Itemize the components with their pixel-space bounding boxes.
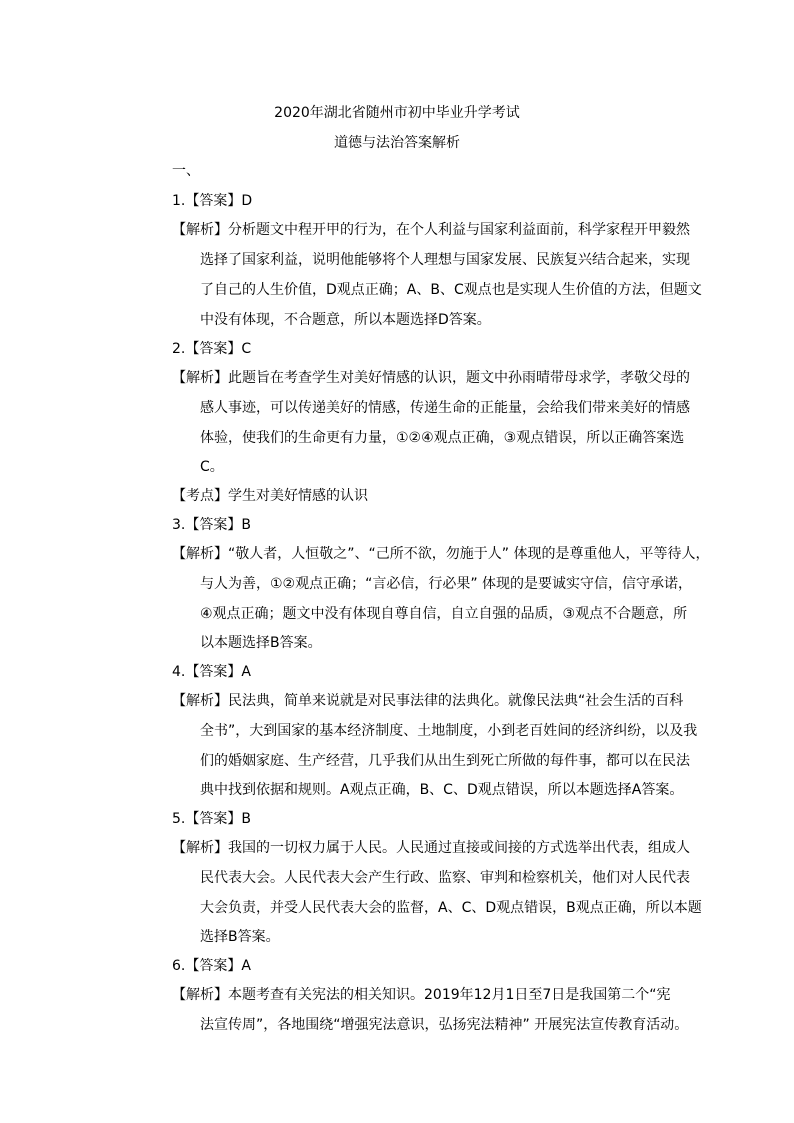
analysis-line: C。	[200, 459, 224, 475]
analysis-line: 法宣传周”，各地围绕“增强宪法意识，弘扬宪法精神” 开展宪法宣传教育活动。	[200, 1017, 689, 1033]
analysis-line: 们的婚姻家庭、生产经营，几乎我们从出生到死亡所做的每件事，都可以在民法	[200, 753, 690, 769]
analysis-line: 了自己的人生价值，D观点正确；A、B、C观点也是实现人生价值的方法，但题文	[200, 282, 702, 298]
analysis-line: 中没有体现，不合题意，所以本题选择D答案。	[200, 312, 491, 328]
document-title: 2020年湖北省随州市初中毕业升学考试	[274, 105, 520, 121]
analysis-line: 全书”，大到国家的基本经济制度、土地制度，小到老百姓间的经济纠纷，以及我	[200, 723, 698, 739]
analysis-line: 【解析】“敬人者，人恒敬之”、“己所不欲，勿施于人” 体现的是尊重他人，平等待人，	[172, 546, 710, 562]
analysis-line: 【解析】分析题文中程开甲的行为，在个人利益与国家利益面前，科学家程开甲毅然	[172, 222, 690, 238]
answer-line-5: 5.【答案】B	[172, 811, 251, 827]
analysis-line: 【解析】本题考查有关宪法的相关知识。2019年12月1日至7日是我国第二个“宪	[172, 987, 671, 1003]
answer-line-3: 3.【答案】B	[172, 517, 251, 533]
analysis-line: 选择B答案。	[200, 929, 280, 945]
answer-line-6: 6.【答案】A	[172, 958, 251, 974]
answer-line-4: 4.【答案】A	[172, 664, 251, 680]
analysis-line: ④观点正确；题文中没有体现自尊自信，自立自强的品质，③观点不合题意，所	[200, 606, 688, 622]
section-label: 一、	[172, 163, 200, 179]
analysis-line: 【解析】民法典，简单来说就是对民事法律的法典化。就像民法典“社会生活的百科	[172, 693, 684, 709]
analysis-line: 典中找到依据和规则。A观点正确，B、C、D观点错误，所以本题选择A答案。	[200, 782, 684, 798]
analysis-line: 【解析】我国的一切权力属于人民。人民通过直接或间接的方式选举出代表，组成人	[172, 840, 690, 856]
document-subtitle: 道德与法治答案解析	[334, 135, 460, 151]
analysis-line: 选择了国家利益，说明他能够将个人理想与国家发展、民族复兴结合起来，实现	[200, 252, 690, 268]
analysis-line: 以本题选择B答案。	[200, 635, 322, 651]
analysis-line: 与人为善，①②观点正确；“言必信，行必果” 体现的是要诚实守信，信守承诺，	[200, 576, 693, 592]
answer-line-1: 1.【答案】D	[172, 193, 253, 209]
key-point-line: 【考点】学生对美好情感的认识	[172, 488, 368, 504]
analysis-line: 体验，使我们的生命更有力量，①②④观点正确，③观点错误，所以正确答案选	[200, 430, 685, 446]
analysis-line: 大会负责，并受人民代表大会的监督，A、C、D观点错误，B观点正确，所以本题	[200, 900, 702, 916]
analysis-line: 民代表大会。人民代表大会产生行政、监察、审判和检察机关，他们对人民代表	[200, 870, 690, 886]
analysis-line: 感人事迹，可以传递美好的情感，传递生命的正能量，会给我们带来美好的情感	[200, 400, 690, 416]
analysis-line: 【解析】此题旨在考查学生对美好情感的认识，题文中孙雨晴带母求学，孝敬父母的	[172, 370, 690, 386]
answer-line-2: 2.【答案】C	[172, 341, 252, 357]
